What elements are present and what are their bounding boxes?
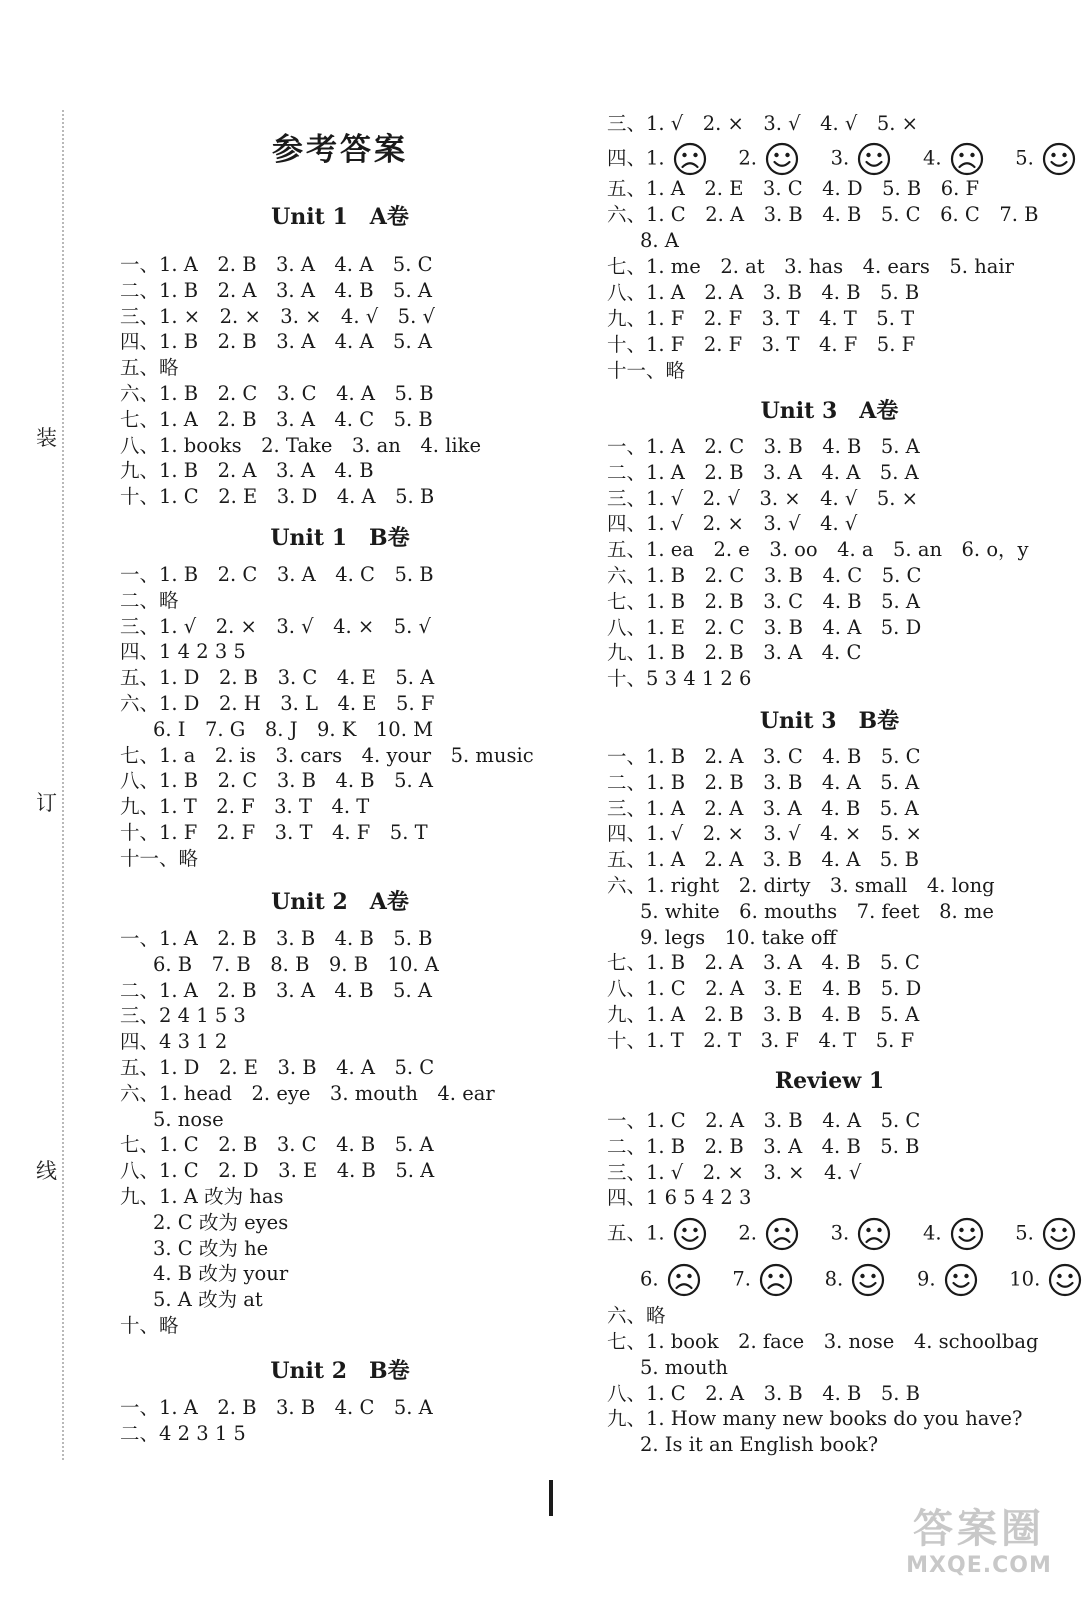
sad-face-icon (673, 142, 707, 176)
answer-line: 八、1. books 2. Take 3. an 4. like (120, 433, 481, 457)
answer-line: 5. A 改为 at (153, 1288, 263, 1312)
answer-line: 6. 7. 8. 9. 10. (640, 1263, 1092, 1297)
answer-line: 三、1. × 2. × 3. × 4. √ 5. √ (120, 304, 435, 328)
answer-line: 四、4 3 1 2 (120, 1030, 228, 1054)
answer-line: 二、1. B 2. B 3. B 4. A 5. A (607, 770, 920, 794)
binding-mark: 线 (36, 1159, 57, 1183)
sad-face-icon (667, 1263, 701, 1297)
answer-line: 二、1. B 2. A 3. A 4. B 5. A (120, 278, 432, 302)
answer-line: 八、1. A 2. A 3. B 4. B 5. B (607, 281, 920, 304)
answer-line: 三、2 4 1 5 3 (120, 1004, 246, 1028)
answer-line: 一、1. B 2. C 3. A 4. C 5. B (120, 563, 434, 586)
answer-line: 6. B 7. B 8. B 9. B 10. A (153, 952, 439, 976)
answer-line: 三、1. √ 2. √ 3. × 4. √ 5. × (607, 486, 918, 510)
answer-line: 八、1. C 2. A 3. E 4. B 5. D (607, 977, 922, 1001)
answer-line: 3. C 改为 he (153, 1236, 269, 1260)
answer-line: 五、1. D 2. B 3. C 4. E 5. A (120, 666, 435, 690)
answer-line: 六、略 (607, 1304, 666, 1328)
binding-line (62, 110, 64, 1460)
smiley-face-icon (1042, 1217, 1076, 1251)
answer-line: 5. mouth (640, 1355, 728, 1379)
center-mark (549, 1480, 553, 1516)
answer-line: 七、1. B 2. A 3. A 4. B 5. C (607, 951, 920, 975)
smiley-face-icon (1048, 1263, 1082, 1297)
answer-line: 5. nose (153, 1107, 224, 1131)
sad-face-icon (759, 1263, 793, 1297)
section-heading: Review 1 (774, 1068, 885, 1094)
answer-line: 八、1. E 2. C 3. B 4. A 5. D (607, 615, 922, 639)
answer-line: 三、1. √ 2. × 3. √ 4. × 5. √ (120, 614, 431, 638)
binding-mark: 装 (36, 426, 57, 450)
watermark-logo (884, 1505, 1074, 1590)
answer-line: 五、1. A 2. E 3. C 4. D 5. B 6. F (607, 177, 980, 200)
answer-line: 一、1. A 2. B 3. B 4. C 5. A (120, 1396, 433, 1419)
answer-line: 九、1. B 2. B 3. A 4. C (607, 641, 862, 665)
section-heading: Unit 3 A卷 (760, 398, 899, 424)
answer-line: 一、1. B 2. A 3. C 4. B 5. C (607, 745, 921, 768)
answer-line: 四、1 6 5 4 2 3 (607, 1186, 752, 1210)
answer-line: 八、1. C 2. A 3. B 4. B 5. B (607, 1381, 921, 1405)
answer-line: 六、1. C 2. A 3. B 4. B 5. C 6. C 7. B (607, 203, 1039, 226)
answer-line: 五、1. ea 2. e 3. oo 4. a 5. an 6. o，y (607, 538, 1029, 562)
answer-line: 五、1. A 2. A 3. B 4. A 5. B (607, 848, 919, 872)
answer-line: 十、1. F 2. F 3. T 4. F 5. F (607, 333, 916, 356)
answer-line: 三、1. √ 2. × 3. √ 4. √ 5. × (607, 112, 918, 135)
section-heading: Unit 2 B卷 (270, 1358, 410, 1384)
answer-line: 2. Is it an English book? (640, 1433, 879, 1457)
answer-line: 七、1. a 2. is 3. cars 4. your 5. music (120, 743, 534, 767)
answer-line: 四、1. B 2. B 3. A 4. A 5. A (120, 330, 432, 354)
answer-line: 二、1. B 2. B 3. A 4. B 5. B (607, 1134, 920, 1158)
answer-line: 九、1. B 2. A 3. A 4. B (120, 459, 374, 483)
answer-line: 七、1. A 2. B 3. A 4. C 5. B (120, 407, 433, 431)
section-heading: Unit 3 B卷 (759, 708, 900, 734)
section-heading: Unit 2 A卷 (271, 889, 409, 915)
smiley-face-icon (944, 1263, 978, 1297)
answer-line: 三、1. A 2. A 3. A 4. B 5. A (607, 796, 919, 820)
answer-line: 二、4 2 3 1 5 (120, 1421, 246, 1445)
answer-line: 七、1. C 2. B 3. C 4. B 5. A (120, 1133, 434, 1157)
smiley-face-icon (765, 142, 799, 176)
answer-line: 十、1. F 2. F 3. T 4. F 5. T (120, 821, 428, 844)
answer-line: 七、1. book 2. face 3. nose 4. schoolbag (607, 1330, 1039, 1353)
answer-line: 二、略 (120, 588, 179, 612)
smiley-face-icon (673, 1217, 707, 1251)
answer-line: 九、1. T 2. F 3. T 4. T (120, 795, 370, 819)
binding-mark: 订 (36, 791, 57, 815)
answer-line: 一、1. A 2. C 3. B 4. B 5. A (607, 435, 920, 458)
answer-line: 四、1. 2. 3. 4. 5. (607, 142, 1088, 176)
sad-face-icon (765, 1217, 799, 1251)
answer-line: 一、1. C 2. A 3. B 4. A 5. C (607, 1109, 921, 1132)
answer-line: 二、1. A 2. B 3. A 4. B 5. A (120, 978, 432, 1002)
answer-line: 四、1. √ 2. × 3. √ 4. √ (607, 512, 858, 536)
sad-face-icon (857, 1217, 891, 1251)
answer-line: 6. I 7. G 8. J 9. K 10. M (153, 717, 434, 741)
watermark-site: MXQE.COM (906, 1553, 1052, 1578)
answer-line: 九、1. A 2. B 3. B 4. B 5. A (607, 1003, 920, 1026)
answer-line: 三、1. √ 2. × 3. × 4. √ (607, 1160, 862, 1184)
answer-line: 六、1. right 2. dirty 3. small 4. long (607, 874, 995, 897)
answer-line: 十、1. C 2. E 3. D 4. A 5. B (120, 485, 435, 509)
answer-line: 一、1. A 2. B 3. B 4. B 5. B (120, 927, 433, 950)
answer-line: 七、1. me 2. at 3. has 4. ears 5. hair (607, 255, 1014, 278)
watermark-logo-text: 答案圈 (913, 1506, 1045, 1552)
answer-line: 五、1. 2. 3. 4. 5. (607, 1217, 1088, 1251)
answer-line: 十、1. T 2. T 3. F 4. T 5. F (607, 1028, 915, 1052)
answer-line: 六、1. head 2. eye 3. mouth 4. ear (120, 1081, 495, 1105)
answer-line: 二、1. A 2. B 3. A 4. A 5. A (607, 460, 919, 484)
answer-line: 八、1. C 2. D 3. E 4. B 5. A (120, 1159, 435, 1183)
answer-line: 十一、略 (120, 846, 199, 870)
answer-line: 九、1. How many new books do you have? (607, 1407, 1023, 1431)
answer-line: 六、1. B 2. C 3. B 4. C 5. C (607, 564, 922, 587)
answer-line: 四、1 4 2 3 5 (120, 640, 246, 664)
answer-line: 四、1. √ 2. × 3. √ 4. × 5. × (607, 822, 922, 846)
answer-line: 十、5 3 4 1 2 6 (607, 667, 752, 691)
answer-line: 九、1. F 2. F 3. T 4. T 5. T (607, 307, 915, 330)
smiley-face-icon (1042, 142, 1076, 176)
answer-line: 十一、略 (607, 359, 686, 382)
answer-line: 八、1. B 2. C 3. B 4. B 5. A (120, 769, 434, 793)
smiley-face-icon (857, 142, 891, 176)
section-heading: Unit 1 B卷 (270, 525, 410, 551)
smiley-face-icon (950, 1217, 984, 1251)
answer-line: 五、1. D 2. E 3. B 4. A 5. C (120, 1056, 435, 1079)
answer-line: 4. B 改为 your (153, 1262, 289, 1286)
page-title: 参考答案 (272, 132, 408, 168)
sad-face-icon (950, 142, 984, 176)
answer-line: 一、1. A 2. B 3. A 4. A 5. C (120, 253, 433, 276)
answer-line: 8. A (640, 229, 679, 252)
answer-line: 六、1. B 2. C 3. C 4. A 5. B (120, 382, 434, 405)
answer-line: 五、略 (120, 356, 179, 380)
section-heading: Unit 1 A卷 (271, 204, 409, 230)
answer-line: 九、1. A 改为 has (120, 1185, 284, 1208)
answer-line: 六、1. D 2. H 3. L 4. E 5. F (120, 692, 435, 715)
answer-line: 9. legs 10. take off (640, 925, 837, 949)
answer-line: 5. white 6. mouths 7. feet 8. me (640, 899, 994, 923)
answer-line: 十、略 (120, 1314, 179, 1337)
answer-line: 七、1. B 2. B 3. C 4. B 5. A (607, 589, 921, 613)
answer-line: 2. C 改为 eyes (153, 1210, 289, 1234)
smiley-face-icon (851, 1263, 885, 1297)
